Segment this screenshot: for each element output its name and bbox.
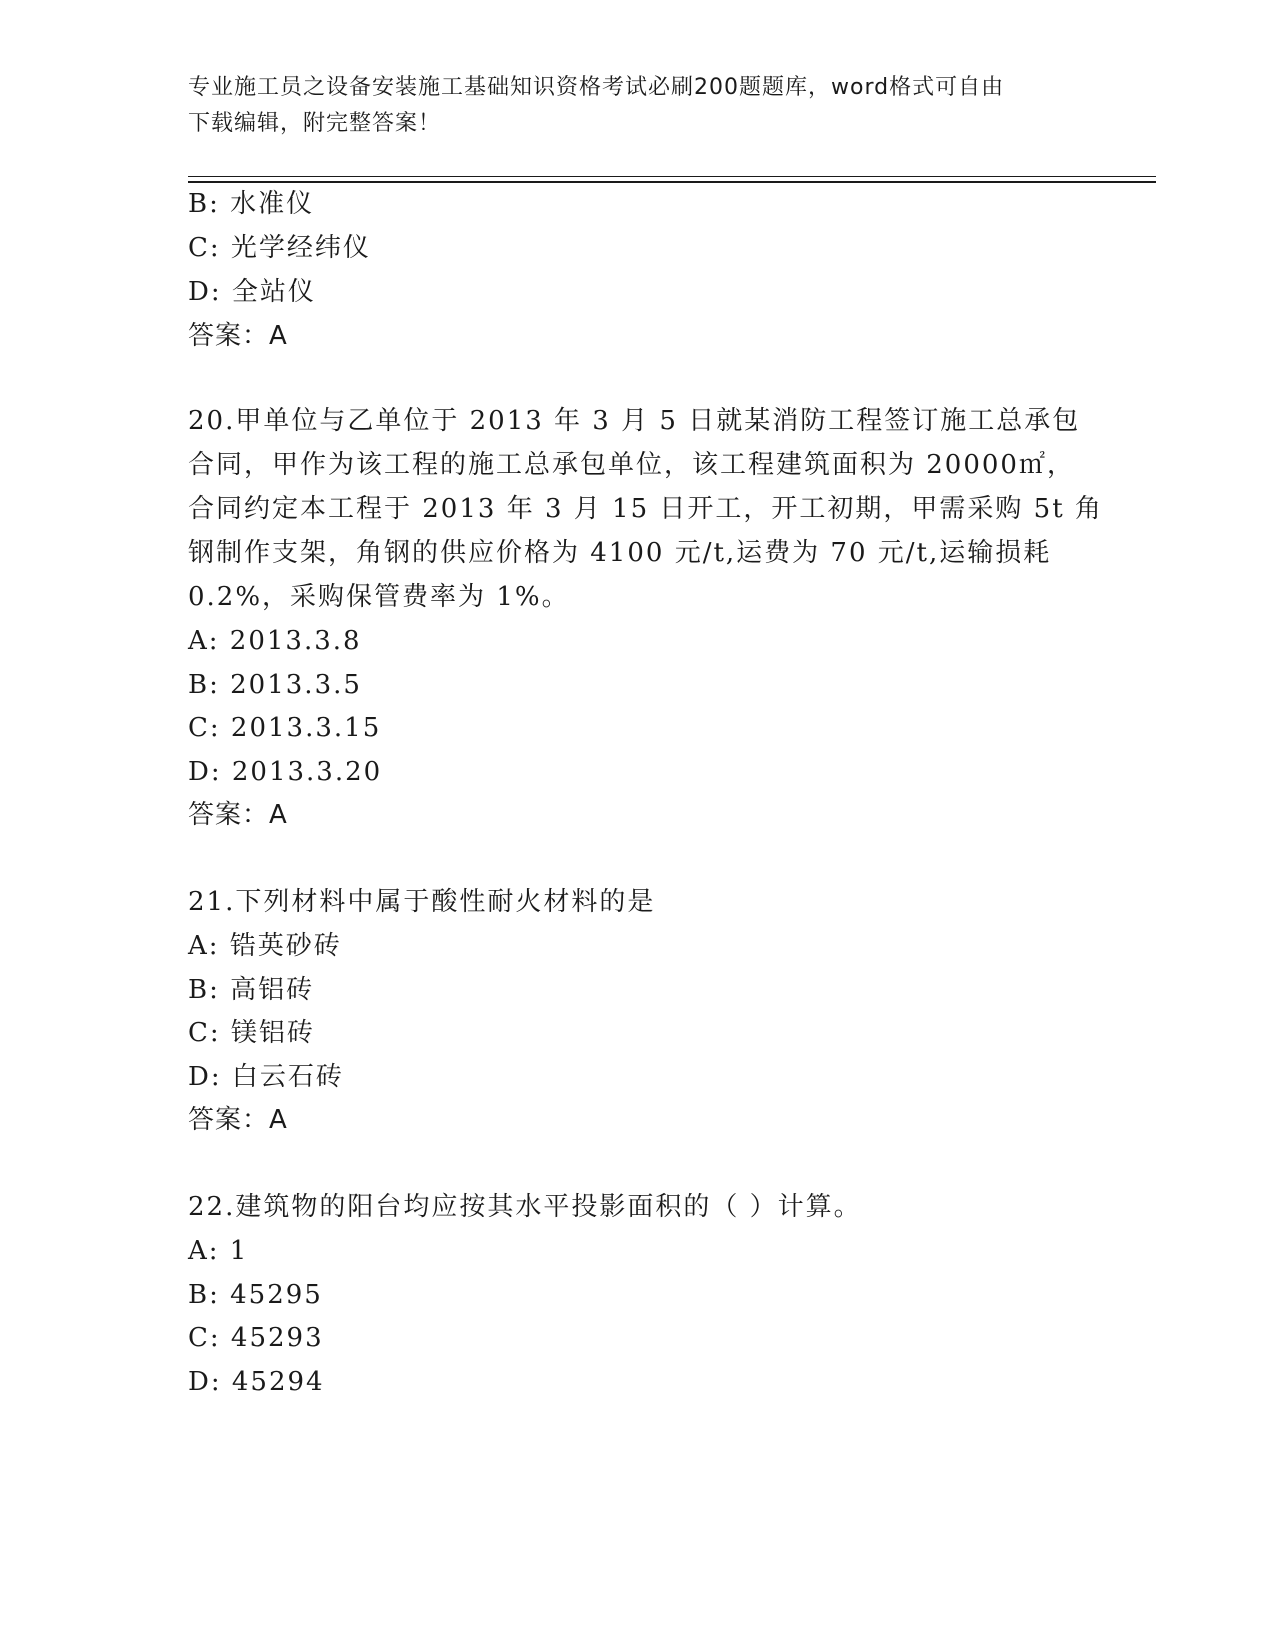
q22-stem: 22.建筑物的阳台均应按其水平投影面积的（ ）计算。 <box>188 1192 862 1222</box>
q22-option-b: B: 45295 <box>188 1280 323 1310</box>
header-line-2: 下载编辑，附完整答案！ <box>188 111 442 136</box>
header-divider-thick <box>188 181 1156 183</box>
header-line-1: 专业施工员之设备安装施工基础知识资格考试必刷200题题库，word格式可自由 <box>188 75 1005 100</box>
q21-option-b: B: 高铝砖 <box>188 975 315 1005</box>
q20-option-c: C: 2013.3.15 <box>188 713 382 743</box>
q21-answer: 答案：A <box>188 1105 288 1135</box>
page-header <box>188 70 1088 142</box>
q20-option-a: A: 2013.3.8 <box>188 626 362 656</box>
q20-option-b: B: 2013.3.5 <box>188 670 362 700</box>
q20-answer: 答案：A <box>188 800 288 830</box>
q20-option-d: D: 2013.3.20 <box>188 757 383 787</box>
q19-option-b: B: 水准仪 <box>188 189 315 219</box>
q22-option-d: D: 45294 <box>188 1367 325 1397</box>
q21-option-d: D: 白云石砖 <box>188 1062 344 1092</box>
q19-option-c: C: 光学经纬仪 <box>188 233 371 263</box>
q20-stem-line-5: 0.2%，采购保管费率为 1%。 <box>188 582 570 612</box>
q20-stem-line-4: 钢制作支架，角钢的供应价格为 4100 元/t,运费为 70 元/t,运输损耗 <box>188 538 1052 568</box>
q21-option-c: C: 镁铝砖 <box>188 1018 315 1048</box>
q20-stem-line-2: 合同，甲作为该工程的施工总承包单位，该工程建筑面积为 20000㎡， <box>188 450 1075 480</box>
q21-option-a: A: 锆英砂砖 <box>188 931 342 961</box>
header-divider-thin <box>188 176 1156 177</box>
q19-answer: 答案：A <box>188 321 288 351</box>
q22-option-c: C: 45293 <box>188 1323 324 1353</box>
q21-stem: 21.下列材料中属于酸性耐火材料的是 <box>188 887 656 917</box>
q20-stem-line-3: 合同约定本工程于 2013 年 3 月 15 日开工，开工初期，甲需采购 5t 角 <box>188 494 1103 524</box>
q22-option-a: A: 1 <box>188 1236 249 1266</box>
q19-option-d: D: 全站仪 <box>188 277 316 307</box>
q20-stem-line-1: 20.甲单位与乙单位于 2013 年 3 月 5 日就某消防工程签订施工总承包 <box>188 406 1081 436</box>
